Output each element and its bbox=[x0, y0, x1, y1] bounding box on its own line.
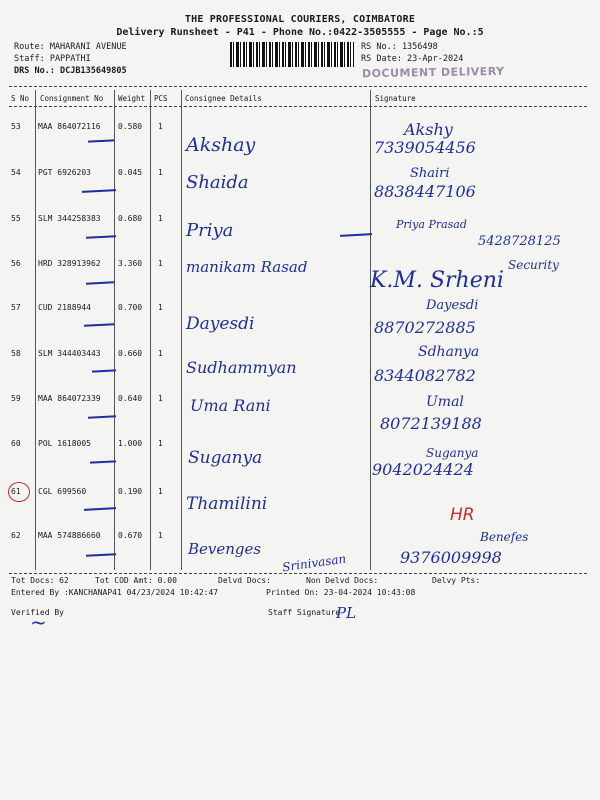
table-row bbox=[0, 487, 600, 507]
row-sno: 55 bbox=[11, 214, 21, 223]
row-pcs: 1 bbox=[158, 303, 163, 312]
handwritten-phone: 7339054456 bbox=[374, 138, 476, 157]
delivery-points: Delvy Pts: bbox=[432, 576, 481, 585]
handwritten-phone: 8072139188 bbox=[380, 414, 482, 433]
runsheet-subtitle: Delivery Runsheet - P41 - Phone No.:0422-3505555 - Page No.:5 bbox=[116, 27, 484, 38]
handwritten-phone: 9042024424 bbox=[372, 460, 474, 479]
row-pcs: 1 bbox=[158, 439, 163, 448]
verified-by-label: Verified By bbox=[11, 608, 64, 617]
rs-date: RS Date: 23-Apr-2024 bbox=[361, 54, 464, 64]
row-consignment: MAA 574886660 bbox=[38, 531, 101, 540]
row-pcs: 1 bbox=[158, 487, 163, 496]
row-weight: 0.660 bbox=[118, 349, 143, 358]
row-consignment: MAA 864072116 bbox=[38, 122, 101, 131]
row-sno: 57 bbox=[11, 303, 21, 312]
header-bottom-rule bbox=[9, 106, 587, 107]
handwritten-phone: Security bbox=[508, 258, 559, 272]
row-consignment: SLM 344403443 bbox=[38, 349, 101, 358]
pen-mark bbox=[86, 553, 116, 556]
row-pcs: 1 bbox=[158, 259, 163, 268]
pen-mark bbox=[82, 189, 116, 192]
table-row bbox=[0, 168, 600, 188]
row-sno: 53 bbox=[11, 122, 21, 131]
row-pcs: 1 bbox=[158, 349, 163, 358]
row-weight: 0.680 bbox=[118, 214, 143, 223]
total-docs: Tot Docs: 62 bbox=[11, 576, 69, 585]
table-row bbox=[0, 394, 600, 414]
handwritten-consignee: Priya bbox=[186, 220, 234, 241]
col-header-consignment: Consignment No bbox=[40, 94, 104, 103]
handwritten-consignee: Uma Rani bbox=[190, 396, 271, 415]
handwritten-signature: Suganya bbox=[426, 446, 479, 460]
handwritten-consignee: Thamilini bbox=[186, 494, 268, 514]
row-weight: 0.670 bbox=[118, 531, 143, 540]
row-sno: 60 bbox=[11, 439, 21, 448]
handwritten-phone: 8344082782 bbox=[374, 366, 476, 385]
non-delivered-docs: Non Delvd Docs: bbox=[306, 576, 379, 585]
row-consignment: CUD 2188944 bbox=[38, 303, 91, 312]
totals-row bbox=[0, 576, 600, 588]
row-pcs: 1 bbox=[158, 168, 163, 177]
handwritten-signature: Priya Prasad bbox=[396, 218, 467, 231]
row-pcs: 1 bbox=[158, 122, 163, 131]
barcode bbox=[230, 42, 354, 67]
table-bottom-rule bbox=[9, 573, 587, 574]
handwritten-consignee: Akshay bbox=[186, 134, 256, 156]
pen-mark bbox=[84, 507, 116, 510]
pen-mark bbox=[84, 323, 114, 326]
row-sno: 56 bbox=[11, 259, 21, 268]
row-pcs: 1 bbox=[158, 394, 163, 403]
handwritten-phone: 9376009998 bbox=[400, 548, 502, 567]
pen-mark bbox=[86, 235, 116, 238]
total-cod-amount: Tot COD Amt: 0.00 bbox=[95, 576, 177, 585]
delivered-docs: Delvd Docs: bbox=[218, 576, 271, 585]
row-consignment: CGL 699560 bbox=[38, 487, 87, 496]
row-weight: 0.045 bbox=[118, 168, 143, 177]
handwritten-consignee: Suganya bbox=[188, 448, 263, 468]
pen-mark bbox=[340, 233, 372, 236]
row-consignment: HRD 328913962 bbox=[38, 259, 101, 268]
entered-by: Entered By :KANCHANAP41 04/23/2024 10:42:47 bbox=[11, 588, 219, 597]
row-pcs: 1 bbox=[158, 214, 163, 223]
document-delivery-stamp: DOCUMENT DELIVERY bbox=[361, 64, 505, 81]
handwritten-signature: K.M. Srheni bbox=[370, 268, 504, 293]
handwritten-srinivasan: Srinivasan bbox=[281, 551, 348, 575]
table-row bbox=[0, 349, 600, 369]
handwritten-signature: Shairi bbox=[410, 166, 450, 181]
header-top-rule bbox=[9, 86, 587, 87]
handwritten-consignee: Bevenges bbox=[188, 540, 262, 558]
printed-on: Printed On: 23-04-2024 10:43:08 bbox=[266, 588, 416, 597]
row-sno: 61 bbox=[11, 487, 21, 496]
handwritten-consignee: Shaida bbox=[186, 172, 249, 193]
row-pcs: 1 bbox=[158, 531, 163, 540]
staff-signature: PL bbox=[336, 604, 357, 622]
handwritten-phone: 8870272885 bbox=[374, 318, 476, 337]
table-row bbox=[0, 303, 600, 323]
handwritten-consignee: manikam Rasad bbox=[186, 258, 308, 276]
pen-mark bbox=[86, 281, 114, 284]
pen-mark bbox=[92, 369, 116, 372]
handwritten-consignee: Sudhammyan bbox=[186, 358, 297, 377]
col-header-sno: S No bbox=[11, 94, 30, 103]
handwritten-phone: 8838447106 bbox=[374, 182, 476, 201]
route-label: Route: MAHARANI AVENUE bbox=[14, 42, 127, 52]
pen-mark bbox=[90, 460, 116, 463]
row-sno: 54 bbox=[11, 168, 21, 177]
row-sno: 59 bbox=[11, 394, 21, 403]
handwritten-phone: 5428728125 bbox=[478, 234, 561, 249]
row-weight: 0.190 bbox=[118, 487, 143, 496]
col-header-weight: Weight bbox=[118, 94, 146, 103]
handwritten-signature: Umal bbox=[426, 394, 464, 410]
drs-number: DRS No.: DCJB135649805 bbox=[14, 66, 127, 76]
company-title: THE PROFESSIONAL COURIERS, COIMBATORE bbox=[184, 14, 416, 25]
table-row bbox=[0, 122, 600, 142]
row-weight: 3.360 bbox=[118, 259, 143, 268]
staff-label: Staff: PAPPATHI bbox=[14, 54, 91, 64]
handwritten-signature: Dayesdi bbox=[426, 298, 479, 313]
row-weight: 0.640 bbox=[118, 394, 143, 403]
row-sno: 58 bbox=[11, 349, 21, 358]
hr-red-mark: HR bbox=[450, 505, 475, 525]
row-sno: 62 bbox=[11, 531, 21, 540]
handwritten-signature: Sdhanya bbox=[418, 344, 480, 360]
handwritten-signature: Benefes bbox=[480, 530, 529, 544]
row-61-circle-mark bbox=[8, 482, 30, 502]
row-consignment: POL 1618005 bbox=[38, 439, 91, 448]
table-row bbox=[0, 439, 600, 459]
row-consignment: SLM 344258383 bbox=[38, 214, 101, 223]
col-header-pcs: PCS bbox=[154, 94, 168, 103]
handwritten-signature: Akshy bbox=[404, 120, 453, 139]
staff-signature-label: Staff Signature bbox=[268, 608, 341, 617]
col-header-signature: Signature bbox=[375, 94, 416, 103]
row-weight: 0.700 bbox=[118, 303, 143, 312]
col-header-consignee: Consignee Details bbox=[185, 94, 262, 103]
pen-mark bbox=[88, 415, 116, 418]
verified-signature: ~ bbox=[30, 610, 47, 634]
handwritten-consignee: Dayesdi bbox=[186, 314, 255, 334]
table-row bbox=[0, 214, 600, 234]
rs-number: RS No.: 1356498 bbox=[361, 42, 438, 52]
row-weight: 0.580 bbox=[118, 122, 143, 131]
row-consignment: MAA 864072339 bbox=[38, 394, 101, 403]
row-weight: 1.000 bbox=[118, 439, 143, 448]
row-consignment: PGT 6926203 bbox=[38, 168, 91, 177]
